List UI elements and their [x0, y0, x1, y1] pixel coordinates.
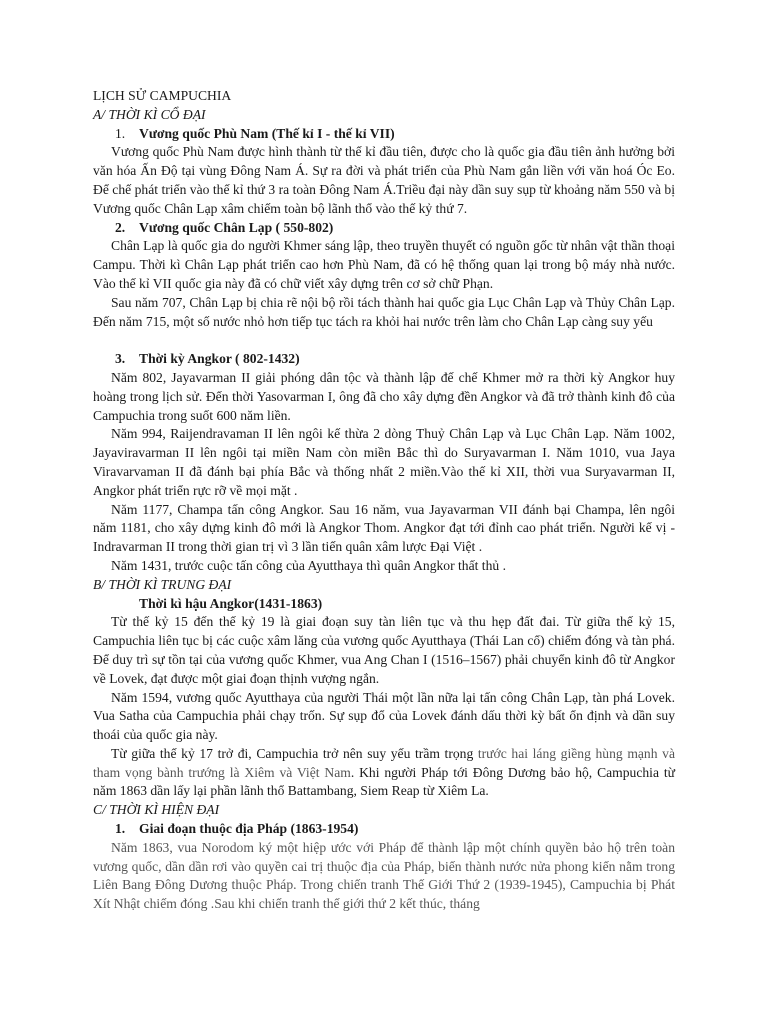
heading-post-angkor: Thời kì hậu Angkor(1431-1863) — [139, 595, 323, 611]
heading-chan-lap — [93, 219, 675, 238]
text-run: Từ giữa thế kỷ 17 trở đi, Campuchia trở nên suy yếu trầm trọng — [111, 745, 474, 761]
section-heading-a: A/ THỜI KÌ CỔ ĐẠI — [93, 106, 206, 122]
paragraph-phu-nam: Vương quốc Phù Nam được hình thành từ thế kỉ đầu tiên, được cho là quốc gia đầu tiên ảnh hưởng bởi văn hóa Ấn Độ tại vùng Đông Nam Á. Sự ra đời và phát triển của Phù Nam gắn liền với văn hoá Óc Eo. Để chế phát triển vào thế kỉ thứ 3 ra toàn Đông Nam Á.Triều đại này dần suy sụp từ khoảng năm 550 và bị Vương quốc Chân Lạp xâm chiếm toàn bộ lãnh thổ vào thế kỷ thứ 7. — [93, 144, 675, 216]
paragraph-post-angkor-2: Năm 1594, vương quốc Ayutthaya của người Thái một lần nữa lại tấn công Chân Lạp, tàn phá Lovek. Vua Satha của Campuchia phải chạy trốn. Sự sụp đổ của Lovek đánh dấu thời kỳ bất ổn định và dần suy thoái của quốc gia này. — [93, 689, 675, 743]
heading-text: Vương quốc Phù Nam (Thế kỉ I - thế kỉ VII) — [139, 125, 395, 141]
document-page — [93, 87, 675, 914]
heading-phu-nam — [93, 125, 675, 144]
heading-number: 2. — [115, 219, 126, 235]
paragraph-angkor-3: Năm 1177, Champa tấn công Angkor. Sau 16 năm, vua Jayavarman VII đánh bại Champa, lên ngôi năm 1181, cho xây dựng kinh đô mới là Angkor Thom. Angkor đạt tới đỉnh cao phát triển. Người kế vị - Indravarman II trong thời gian trị vì 3 lần tiến quân xâm lược Đại Việt . — [93, 501, 675, 555]
section-heading-b: B/ THỜI KÌ TRUNG ĐẠI — [93, 576, 232, 592]
paragraph-french-colonial: Năm 1863, vua Norodom ký một hiệp ước với Pháp để thành lập một chính quyền bảo hộ trên toàn vương quốc, dần dần rơi vào quyền cai trị thuộc địa của Pháp, biến thành nước nửa phong kiến nằm trong Liên Bang Đông Dương thuộc Pháp. Trong chiến tranh Thế Giới Thứ 2 (1939-1945), Campuchia bị Phát Xít Nhật chiếm đóng .Sau khi chiến tranh thế giới thứ 2 kết thúc, tháng — [93, 839, 675, 912]
heading-number: 1. — [115, 125, 126, 141]
heading-text: Giai đoạn thuộc địa Pháp (1863-1954) — [139, 821, 359, 837]
heading-angkor — [93, 350, 675, 369]
text-run-gray: trước hai láng giềng hùng mạnh và tham vọng bành trướng là Xiêm và Việt Nam — [93, 745, 675, 780]
document-title: LỊCH SỬ CAMPUCHIA — [93, 88, 232, 103]
heading-french-colonial — [93, 820, 675, 839]
section-heading-c: C/ THỜI KÌ HIỆN ĐẠI — [93, 802, 220, 818]
paragraph-chan-lap-2: Sau năm 707, Chân Lạp bị chia rẽ nội bộ rồi tách thành hai quốc gia Lục Chân Lạp và Thủy Chân Lạp. Đến năm 715, một số nước nhỏ hơn tiếp tục tách ra khỏi hai nước trên làm cho Chân Lạp càng suy yếu — [93, 294, 675, 329]
paragraph-chan-lap-1: Chân Lạp là quốc gia do người Khmer sáng lập, theo truyền thuyết có nguồn gốc từ nhân vật thần thoại Campu. Thời kì Chân Lạp phát triển cao hơn Phù Nam, đã có hệ thống quan lại trong bộ máy nhà nước. Vào thế kỉ VII quốc gia này đã có chữ viết xây dựng trên cơ sở chữ Phạn. — [93, 238, 675, 291]
heading-text: Vương quốc Chân Lạp ( 550-802) — [139, 219, 334, 235]
heading-text: Thời kỳ Angkor ( 802-1432) — [139, 351, 300, 367]
blank-line — [93, 331, 675, 350]
paragraph-angkor-2: Năm 994, Raijendravaman II lên ngôi kế thừa 2 dòng Thuỷ Chân Lạp và Lục Chân Lạp. Năm 1002, Jayaviravarman II lên ngôi tại miền Nam còn miền Bắc thì do Suryavarman I. Năm 1010, vua Jaya Viravarvaman II đã đánh bại phía Bắc và thống nhất 2 miền.Vào thế kỉ XII, thời vua Suryavarman II, Angkor phát triển rực rỡ về mọi mặt . — [93, 426, 675, 498]
paragraph-post-angkor-3 — [93, 745, 675, 801]
text-run: . Khi người Pháp tới Đông Dương bảo hộ, Campuchia từ năm 1863 dần lấy lại phần lãnh thổ Battambang, Siem Reap từ Xiêm La. — [93, 764, 675, 799]
paragraph-post-angkor-1: Từ thế kỷ 15 đến thế kỷ 19 là giai đoạn suy tàn liên tục và thu hẹp đất đai. Từ giữa thế kỷ 15, Campuchia liên tục bị các cuộc xâm lăng của vương quốc Ayutthaya (Thái Lan cổ) chiếm đóng và tàn phá. Để duy trì sự tồn tại của vương quốc Khmer, vua Ang Chan I (1516–1567) phải chuyển kinh đô từ Angkor về Lovek, đạt được một giai đoạn thịnh vượng ngắn. — [93, 614, 675, 686]
heading-number: 3. — [115, 351, 126, 367]
paragraph-angkor-1: Năm 802, Jayavarman II giải phóng dân tộc và thành lập đế chế Khmer mở ra thời kỳ Angkor huy hoàng trong lịch sử. Đến thời Yasovarman I, ông đã cho xây dựng đền Angkor và đã trở thành kinh đô của Campuchia trong suốt 600 năm liền. — [93, 369, 675, 423]
heading-number: 1. — [115, 821, 126, 837]
paragraph-angkor-4: Năm 1431, trước cuộc tấn công của Ayutthaya thì quân Angkor thất thủ . — [111, 557, 506, 573]
